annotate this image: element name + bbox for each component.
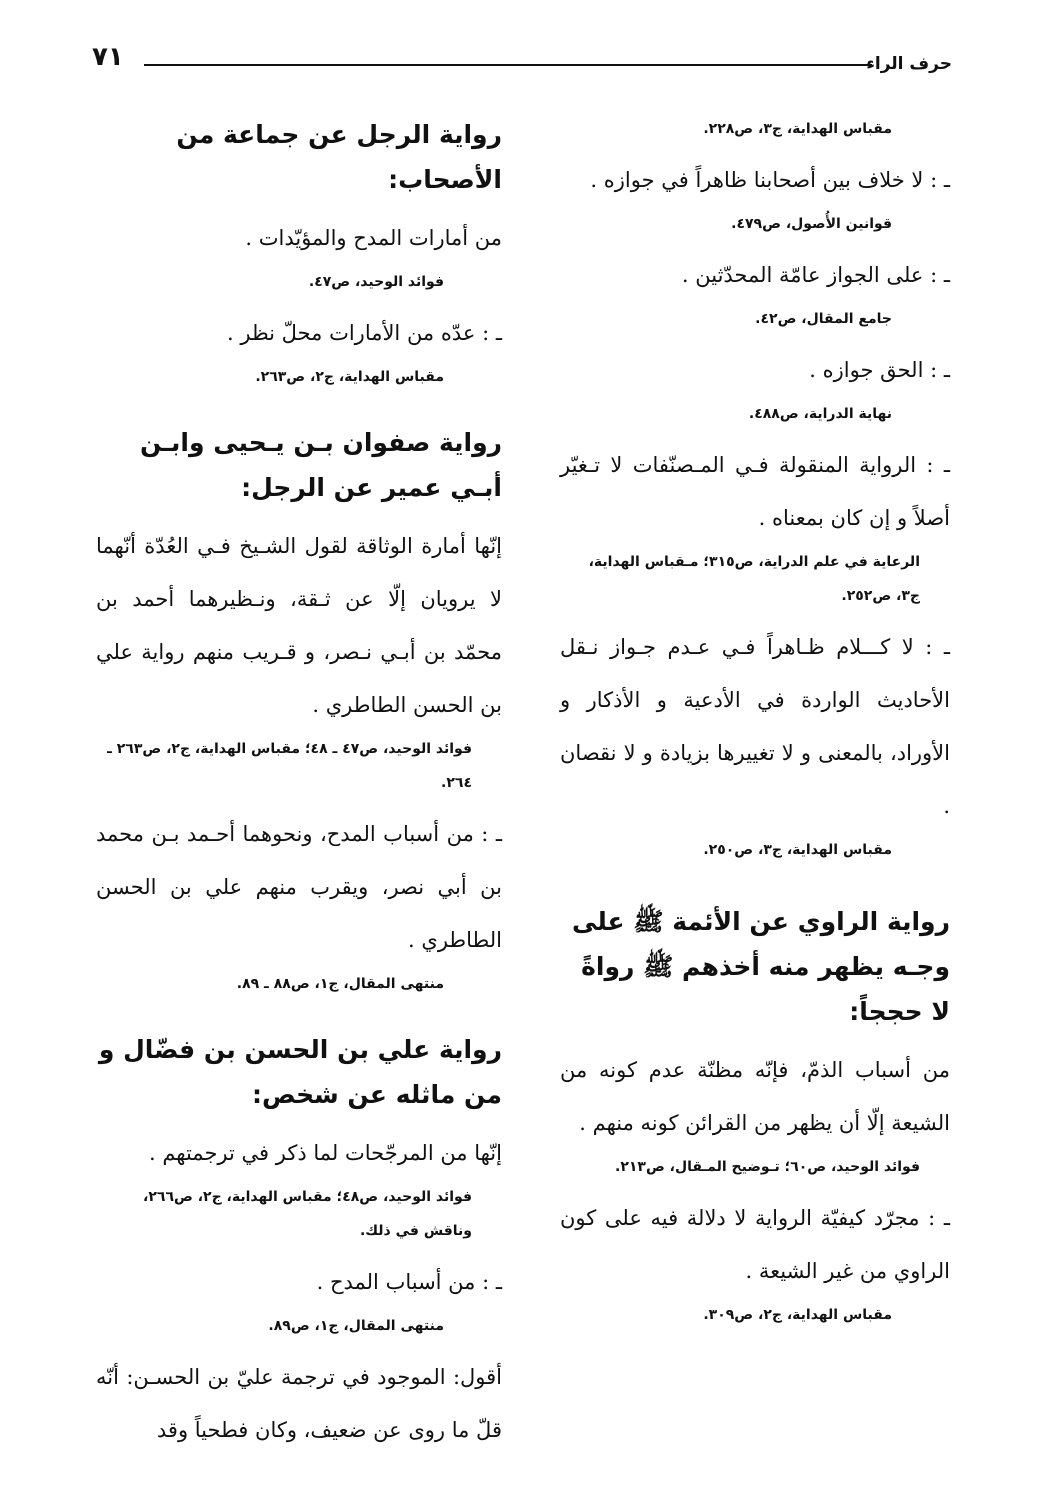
source-citation: مقباس الهداية، ج٢، ص٣٠٩. [703,1307,892,1323]
entry-text: إنّها أمارة الوثاقة لقول الشـيخ فـي العُدّة أنّهما لا يرويان إلّا عن ثـقة، ونـظيرهما أحمد بن محمّد بن أبـي نـصر، و قـريب منهم رواية علي بن الحسن الطاطري . [96,534,502,717]
entry-text: ـ : من أسباب المدح . [316,1270,502,1294]
source-citation: مقباس الهداية، ج٣، ص٢٥٠. [703,842,892,858]
entry-text: ـ : لا خلاف بين أصحابنا ظاهراً في جوازه . [590,168,950,192]
source-citation: منتهى المقال، ج١، ص٨٩. [268,1318,444,1334]
source-citation: فوائد الوحيد، ص٤٧ ـ ٤٨؛ مقباس الهداية، ج٢، ص٢٦٣ ـ ٢٦٤. [107,741,472,791]
entry-text: من أمارات المدح والمؤيّدات . [245,226,502,250]
entry-text: ـ : على الجواز عامّة المحدّثين . [681,263,950,287]
source-citation: الرعاية في علم الدراية، ص٣١٥؛ مـقباس الهداية، ج٣، ص٢٥٢. [588,554,920,604]
source-citation: قوانين الأُصول، ص٤٧٩. [731,216,892,232]
section-heading: رواية صفوان بـن يـحيى وابـن أبـي عمير عن الرجل: [139,428,502,502]
entry-text: ـ : لا كـــلام ظـاهراً فـي عـدم جـواز نـقل الأحاديث الواردة في الأدعية و الأذكار و الأوراد، بالمعنى و لا تغييرها بزيادة و لا نقصان . [560,635,950,818]
page-header [40,42,1006,76]
section-heading: رواية الرجل عن جماعة من الأصحاب: [176,120,502,194]
source-citation: مقباس الهداية، ج٣، ص٢٢٨. [703,121,892,137]
running-title: حرف الراء [866,54,952,74]
source-citation: فوائد الوحيد، ص٤٨؛ مقباس الهداية، ج٢، ص٢٦٦، وناقش في ذلك. [143,1189,472,1239]
entry-text: ـ : الحق جوازه . [809,358,950,382]
entry-section [560,899,950,1332]
left-column [96,112,502,1483]
entry-text: ـ : عدّه من الأمارات محلّ نظر . [227,321,502,345]
entry-text: إنّها من المرجّحات لما ذكر في ترجمتهم . [148,1141,502,1165]
source-citation: فوائد الوحيد، ص٤٧. [308,274,444,290]
header-rule [144,64,872,66]
source-citation: جامع المقال، ص٤٢. [755,311,892,327]
entry-section [96,112,502,394]
entry-text: ـ : الرواية المنقولة فـي المـصنّفات لا تـغيّر أصلاً و إن كان بمعناه . [560,453,950,530]
entry-section [560,112,950,867]
right-column [560,112,950,1358]
entry-text: ـ : مجرّد كيفيّة الرواية لا دلالة فيه على كون الراوي من غير الشيعة . [560,1206,950,1283]
source-citation: نهاية الدراية، ص٤٨٨. [748,406,892,422]
page-number: ٧١ [92,42,124,72]
entry-text: ـ : من أسباب المدح، ونحوهما أحـمد بـن محمد بن أبي نصر، ويقرب منهم علي بن الحسن الطاطري . [96,822,502,952]
entry-section [96,420,502,1001]
section-heading: رواية الراوي عن الأئمة ﷺ على وجـه يظهر منه أخذهم ﷺ رواةً لا حججاً: [572,907,950,1026]
entry-text: من أسباب الذمّ، فإنّه مظنّة عدم كونه من الشيعة إلّا أن يظهر من القرائن كونه منهم . [560,1058,950,1135]
source-citation: فوائد الوحيد، ص٦٠؛ تـوضيح المـقال، ص٢١٣. [614,1159,920,1175]
source-citation: منتهى المقال، ج١، ص٨٨ ـ ٨٩. [236,976,444,992]
entry-text: أقول: الموجود في ترجمة عليّ بن الحسـن: أنّه قلّ ما روى عن ضعيف، وكان فطحياً وقد [96,1365,502,1442]
source-citation: مقباس الهداية، ج٢، ص٢٦٣. [255,369,444,385]
entry-section [96,1027,502,1457]
section-heading: رواية علي بن الحسن بن فضّال و من ماثله عن شخص: [98,1035,502,1109]
